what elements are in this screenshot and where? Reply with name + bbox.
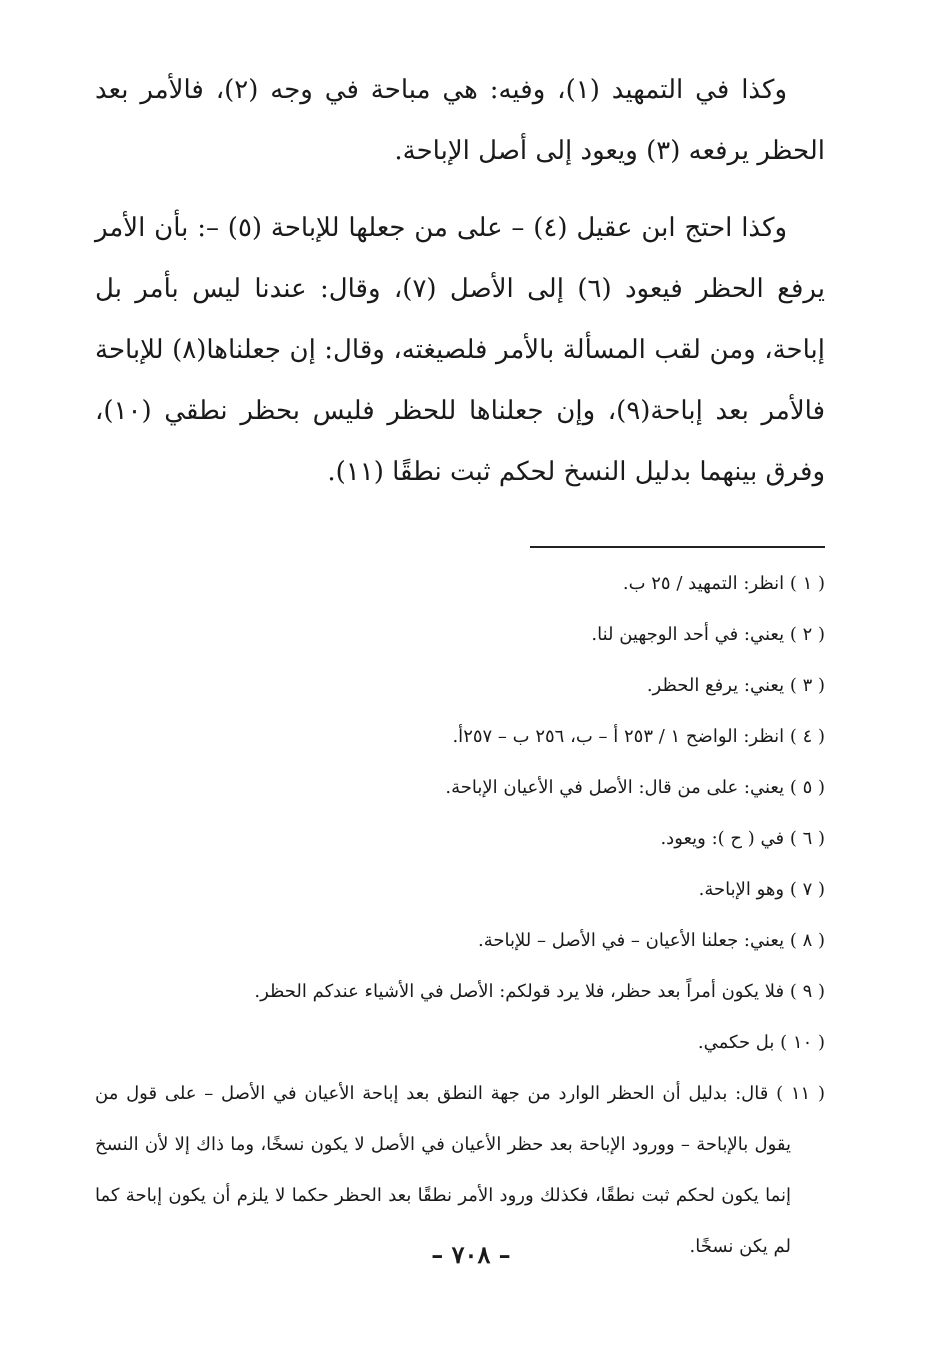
main-text	[95, 60, 825, 503]
footnote-6: ( ٦ ) في ( ح ): ويعود.	[660, 828, 825, 849]
footnote-7: ( ٧ ) وهو الإباحة.	[698, 879, 825, 900]
footnote-10: ( ١٠ ) بل حكمي.	[697, 1032, 825, 1053]
footnote-11: ( ١١ ) قال: بدليل أن الحظر الوارد من جهة النطق بعد إباحة الأعيان في الأصل – على قول من يقول بالإباحة – وورود الإباحة بعد حظر الأعيان في الأصل لا يكون نسخًا، وما ذاك إلا لأن النسخ إنما يكون لحكم ثبت نطقًا، فكذلك ورود الأمر نطقًا بعد الحظر حكما لا يلزم أن يكون إباحة كما لم يكن نسخًا.	[95, 1083, 825, 1257]
footnote-8: ( ٨ ) يعني: جعلنا الأعيان – في الأصل – للإباحة.	[478, 930, 825, 951]
footnote-3: ( ٣ ) يعني: يرفع الحظر.	[646, 675, 825, 696]
footnote-2: ( ٢ ) يعني: في أحد الوجهين لنا.	[591, 624, 825, 645]
page-number: – ٧٠٨ –	[431, 1240, 511, 1269]
footnote-divider	[530, 546, 825, 548]
footnotes	[95, 558, 825, 1272]
footnote-4: ( ٤ ) انظر: الواضح ١ / ٢٥٣ أ – ب، ٢٥٦ ب – ٢٥٧أ.	[452, 726, 825, 747]
paragraph-2: وكذا احتج ابن عقيل (٤) – على من جعلها للإباحة (٥) –: بأن الأمر يرفع الحظر فيعود (٦) إلى الأصل (٧)، وقال: عندنا ليس بأمر بل إباحة، ومن لقب المسألة بالأمر فلصيغته، وقال: إن جعلناها(٨) للإباحة فالأمر بعد إباحة(٩)، وإن جعلناها للحظر فليس بحظر نطقي (١٠)، وفرق بينهما بدليل النسخ لحكم ثبت نطقًا (١١).	[95, 213, 826, 487]
footnote-5: ( ٥ ) يعني: على من قال: الأصل في الأعيان الإباحة.	[445, 777, 825, 798]
footnote-9: ( ٩ ) فلا يكون أمراً بعد حظر، فلا يرد قولكم: الأصل في الأشياء عندكم الحظر.	[254, 981, 825, 1002]
paragraph-1: وكذا في التمهيد (١)، وفيه: هي مباحة في وجه (٢)، فالأمر بعد الحظر يرفعه (٣) ويعود إلى أصل الإباحة.	[95, 75, 825, 166]
footnote-1: ( ١ ) انظر: التمهيد / ٢٥ ب.	[622, 573, 825, 594]
